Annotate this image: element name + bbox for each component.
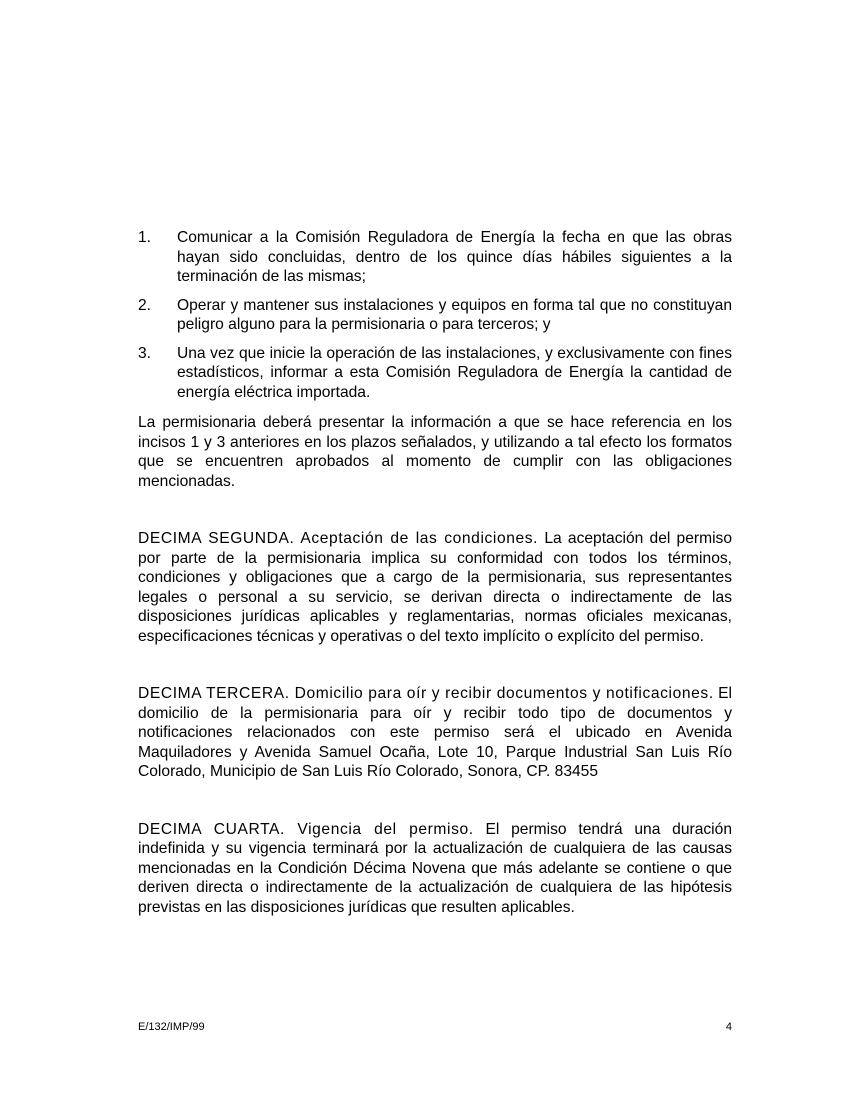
list-item — [138, 228, 732, 287]
list-item — [138, 296, 732, 335]
section-heading: DECIMA CUARTA. Vigencia del permiso. — [138, 820, 474, 838]
section-body: El permiso tendrá una duración indefinida y su vigencia terminará por la actualización de cualquiera de las causas mencionadas en la Condición Décima Novena que más adelante se contiene o que deriven directa o indirectamente de la actualización de cualquiera de las hipótesis previstas en las disposiciones jurídicas que resulten aplicables. — [138, 820, 732, 916]
list-item-number: 3. — [138, 344, 152, 362]
section-body: El domicilio de la permisionaria para oír y recibir todo tipo de documentos y notificaciones relacionados con este permiso será el ubicado en Avenida Maquiladores y Avenida Samuel Ocaña, Lote 10, Parque Industrial San Luis Río Colorado, Municipio de San Luis Río Colorado, Sonora, CP. 83455 — [138, 685, 732, 780]
section-heading: DECIMA SEGUNDA. Aceptación de las condiciones. — [138, 530, 539, 547]
section-decima-segunda — [138, 529, 732, 646]
list-item-text: Una vez que inicie la operación de las instalaciones, y exclusivamente con fines estadísticos, informar a esta Comisión Reguladora de Energía la cantidad de energía eléctrica importada. — [177, 344, 732, 401]
list-item-number: 2. — [138, 296, 152, 314]
list-item-number: 1. — [138, 229, 152, 246]
section-decima-tercera — [138, 684, 732, 782]
list-item-text: Comunicar a la Comisión Reguladora de Energía la fecha en que las obras hayan sido concluidas, dentro de los quince días hábiles siguientes a la terminación de las mismas; — [177, 229, 732, 285]
section-body: La aceptación del permiso por parte de la permisionaria implica su conformidad con todos los términos, condiciones y obligaciones que a cargo de la permisionaria, sus representantes legales o personal a su servicio, se derivan directa o indirectamente de las disposiciones jurídicas aplicables y reglamentarias, normas oficiales mexicanas, especificaciones técnicas y operativas o del texto implícito o explícito del permiso. — [138, 530, 732, 645]
list-item — [138, 344, 732, 403]
page-content — [138, 228, 732, 917]
information-paragraph: La permisionaria deberá presentar la información a que se hace referencia en los incisos 1 y 3 anteriores en los plazos señalados, y utilizando a tal efecto los formatos que se encuentren aprobados al momento de cumplir con las obligaciones mencionadas. — [138, 414, 732, 490]
obligations-list — [138, 228, 732, 402]
document-id: E/132/IMP/99 — [138, 1021, 205, 1033]
page-number: 4 — [725, 1021, 732, 1033]
section-decima-cuarta — [138, 820, 732, 918]
list-item-text: Operar y mantener sus instalaciones y equipos en forma tal que no constituyan peligro alguno para la permisionaria o para terceros; y — [177, 296, 732, 333]
section-heading: DECIMA TERCERA. Domicilio para oír y recibir documentos y notificaciones. — [138, 685, 714, 702]
page-footer — [138, 1021, 732, 1033]
